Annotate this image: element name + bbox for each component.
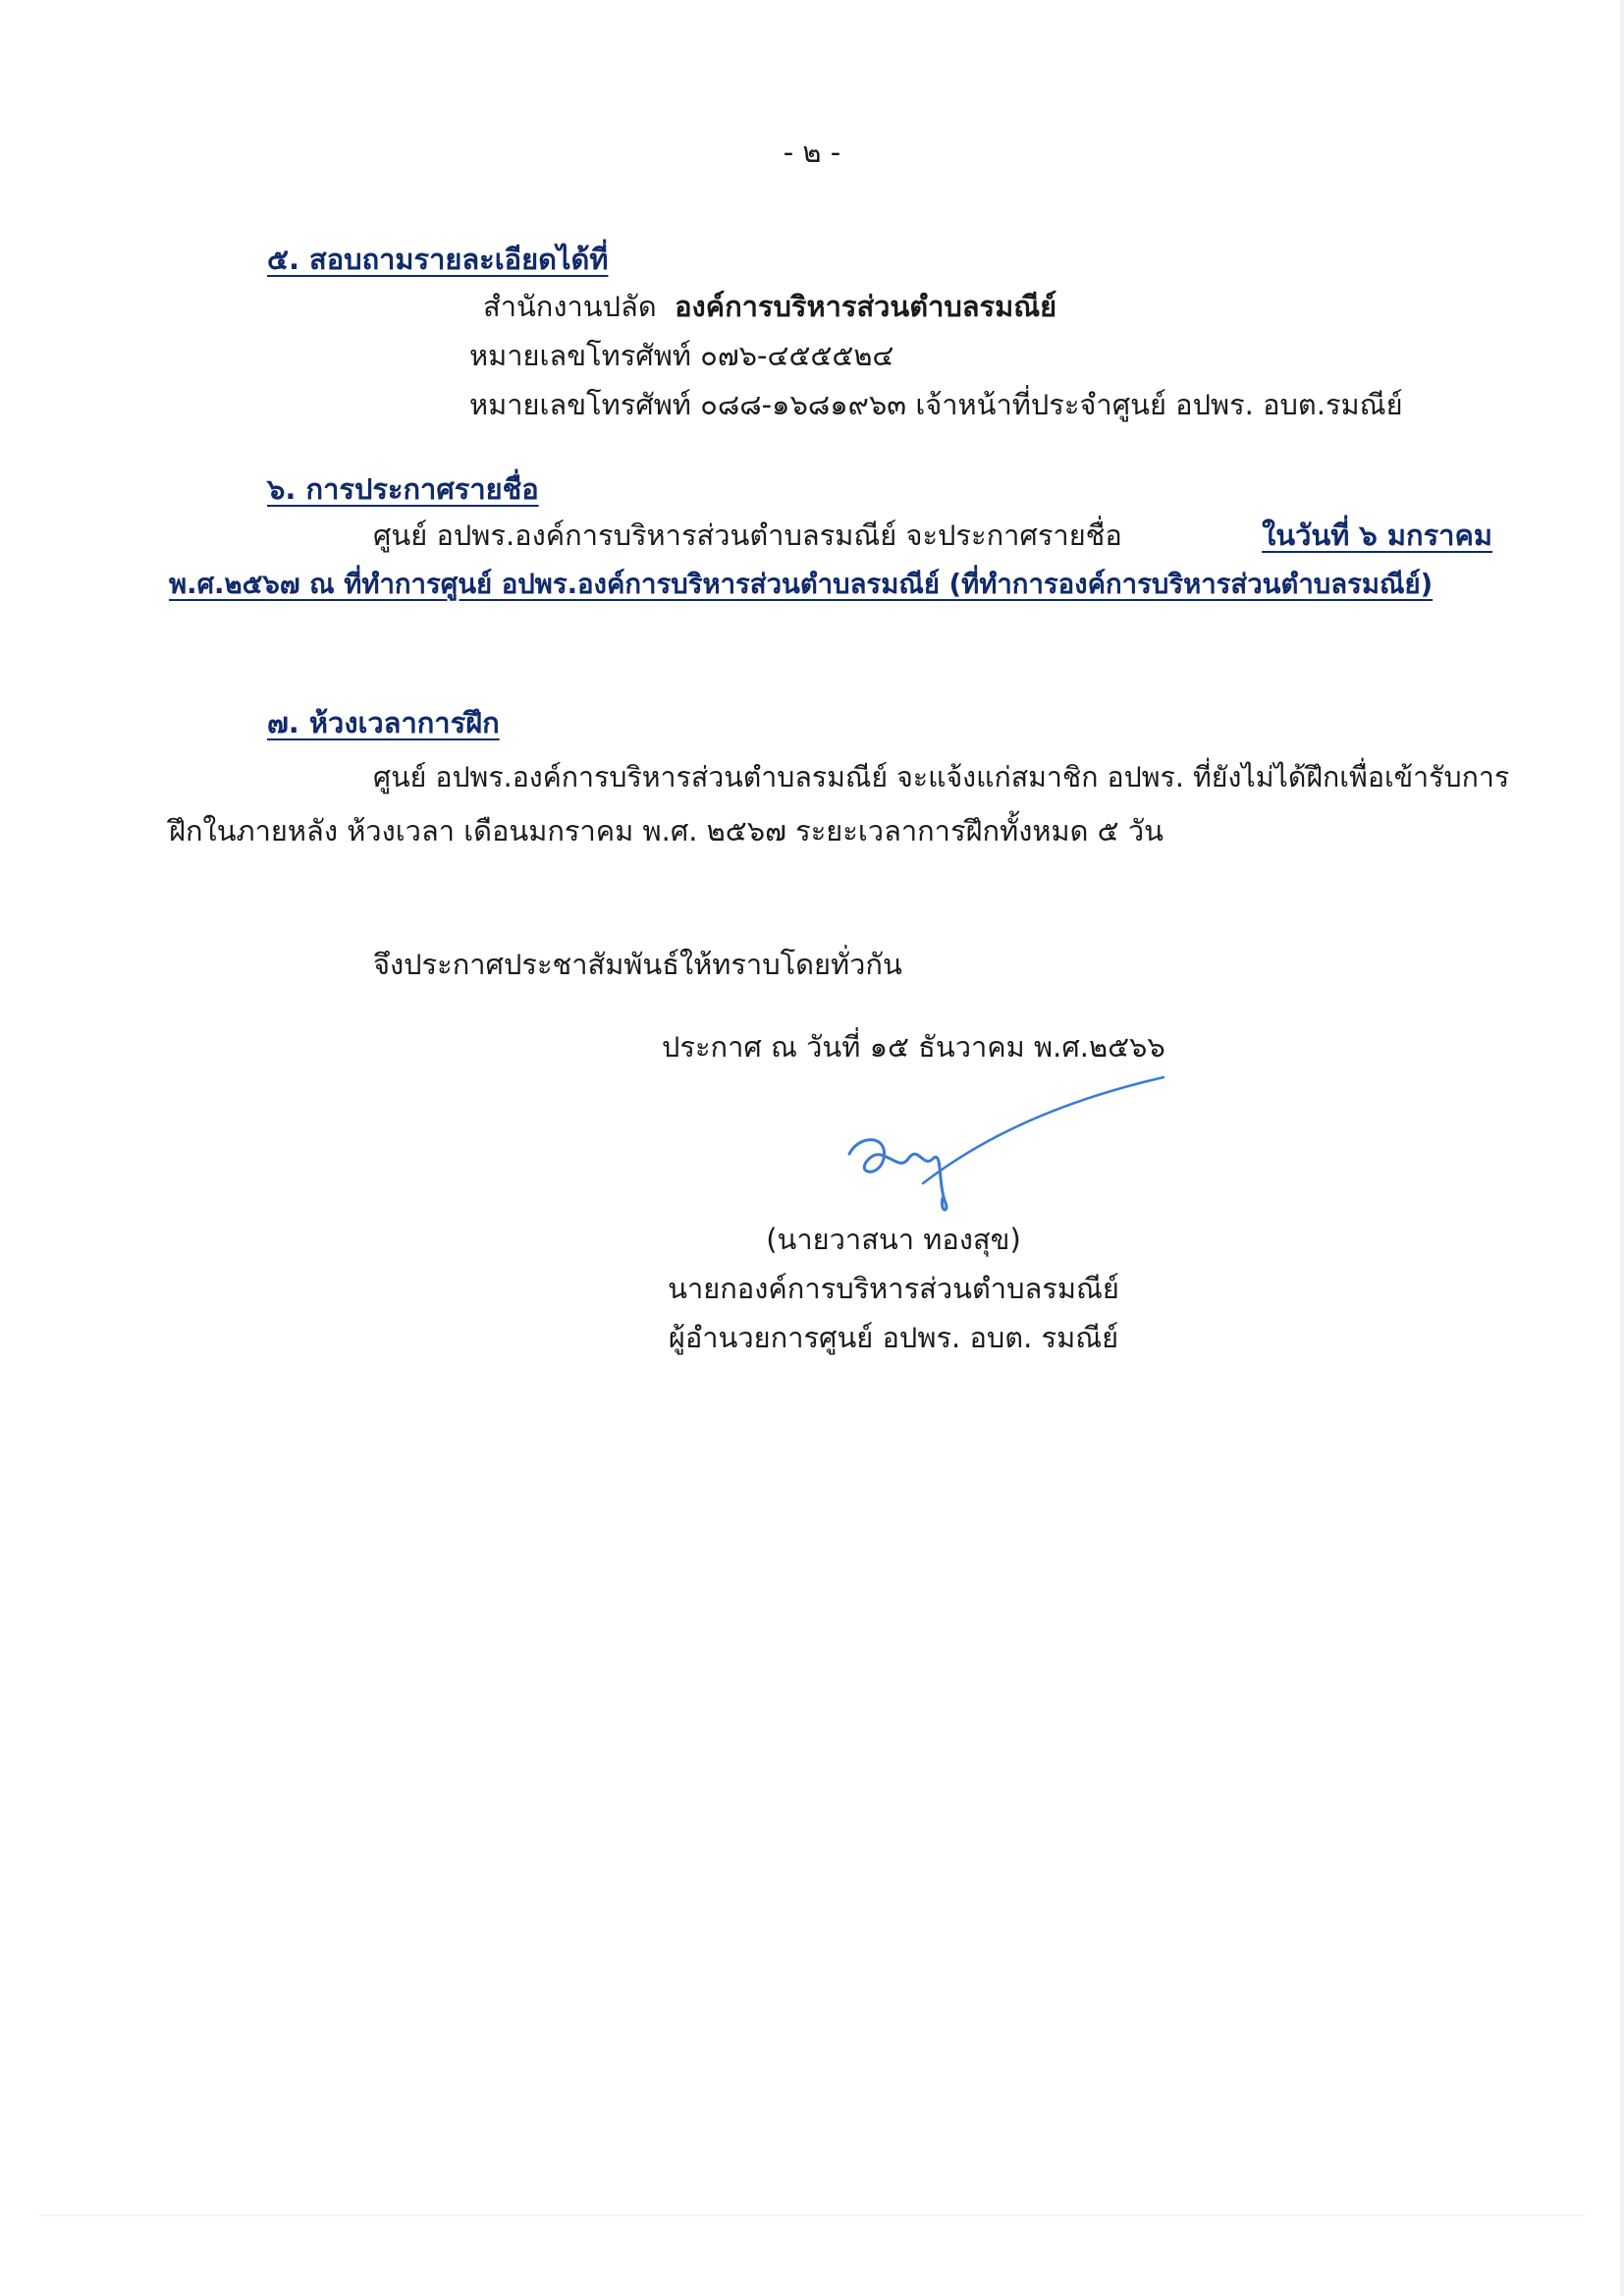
section7-line1: ศูนย์ อปพร.องค์การบริหารส่วนตำบลรมณีย์ จะแจ้งแก่สมาชิก อปพร. ที่ยังไม่ได้ฝึกเพื่อเข้ารับการ <box>373 761 1510 793</box>
signature-image <box>830 1066 1173 1223</box>
section5-phone2: หมายเลขโทรศัพท์ ๐๘๘-๑๖๘๑๙๖๓ เจ้าหน้าที่ประจำศูนย์ อปพร. อบต.รมณีย์ <box>469 388 1403 421</box>
section7-heading: ๗. ห้วงเวลาการฝึก <box>267 706 500 739</box>
scan-edge <box>1620 0 1624 2296</box>
section6-line1 <box>373 516 1492 555</box>
section5-phone1: หมายเลขโทรศัพท์ ๐๗๖-๔๕๕๕๒๔ <box>469 339 894 372</box>
section6-line1-date: ในวันที่ ๖ มกราคม <box>1262 519 1492 552</box>
scan-artifact-line <box>39 2214 1585 2216</box>
section5-heading: ๕. สอบถามรายละเอียดได้ที่ <box>267 243 609 276</box>
signer-title1: นายกองค์การบริหารส่วนตำบลรมณีย์ <box>668 1272 1119 1305</box>
office-name: องค์การบริหารส่วนตำบลรมณีย์ <box>675 290 1057 323</box>
section6-line1-text: ศูนย์ อปพร.องค์การบริหารส่วนตำบลรมณีย์ จะประกาศรายชื่อ <box>373 519 1122 552</box>
announce-date: ประกาศ ณ วันที่ ๑๕ ธันวาคม พ.ศ.๒๕๖๖ <box>662 1030 1165 1064</box>
section6-line2: พ.ศ.๒๕๖๗ ณ ที่ทำการศูนย์ อปพร.องค์การบริหารส่วนตำบลรมณีย์ (ที่ทำการองค์การบริหารส่วนตำบลรมณีย์) <box>169 569 1434 600</box>
office-prefix: สำนักงานปลัด <box>483 290 657 323</box>
page-number: - ๒ - <box>783 136 841 169</box>
closing-text: จึงประกาศประชาสัมพันธ์ให้ทราบโดยทั่วกัน <box>373 948 902 981</box>
signer-title2: ผู้อำนวยการศูนย์ อปพร. อบต. รมณีย์ <box>668 1321 1119 1354</box>
section7-line2: ฝึกในภายหลัง ห้วงเวลา เดือนมกราคม พ.ศ. ๒๕๖๗ ระยะเวลาการฝึกทั้งหมด ๕ วัน <box>169 814 1164 847</box>
signer-name: (นายวาสนา ทองสุข) <box>766 1223 1021 1256</box>
section5-office <box>483 287 1056 326</box>
section6-heading: ๖. การประกาศรายชื่อ <box>267 472 539 506</box>
